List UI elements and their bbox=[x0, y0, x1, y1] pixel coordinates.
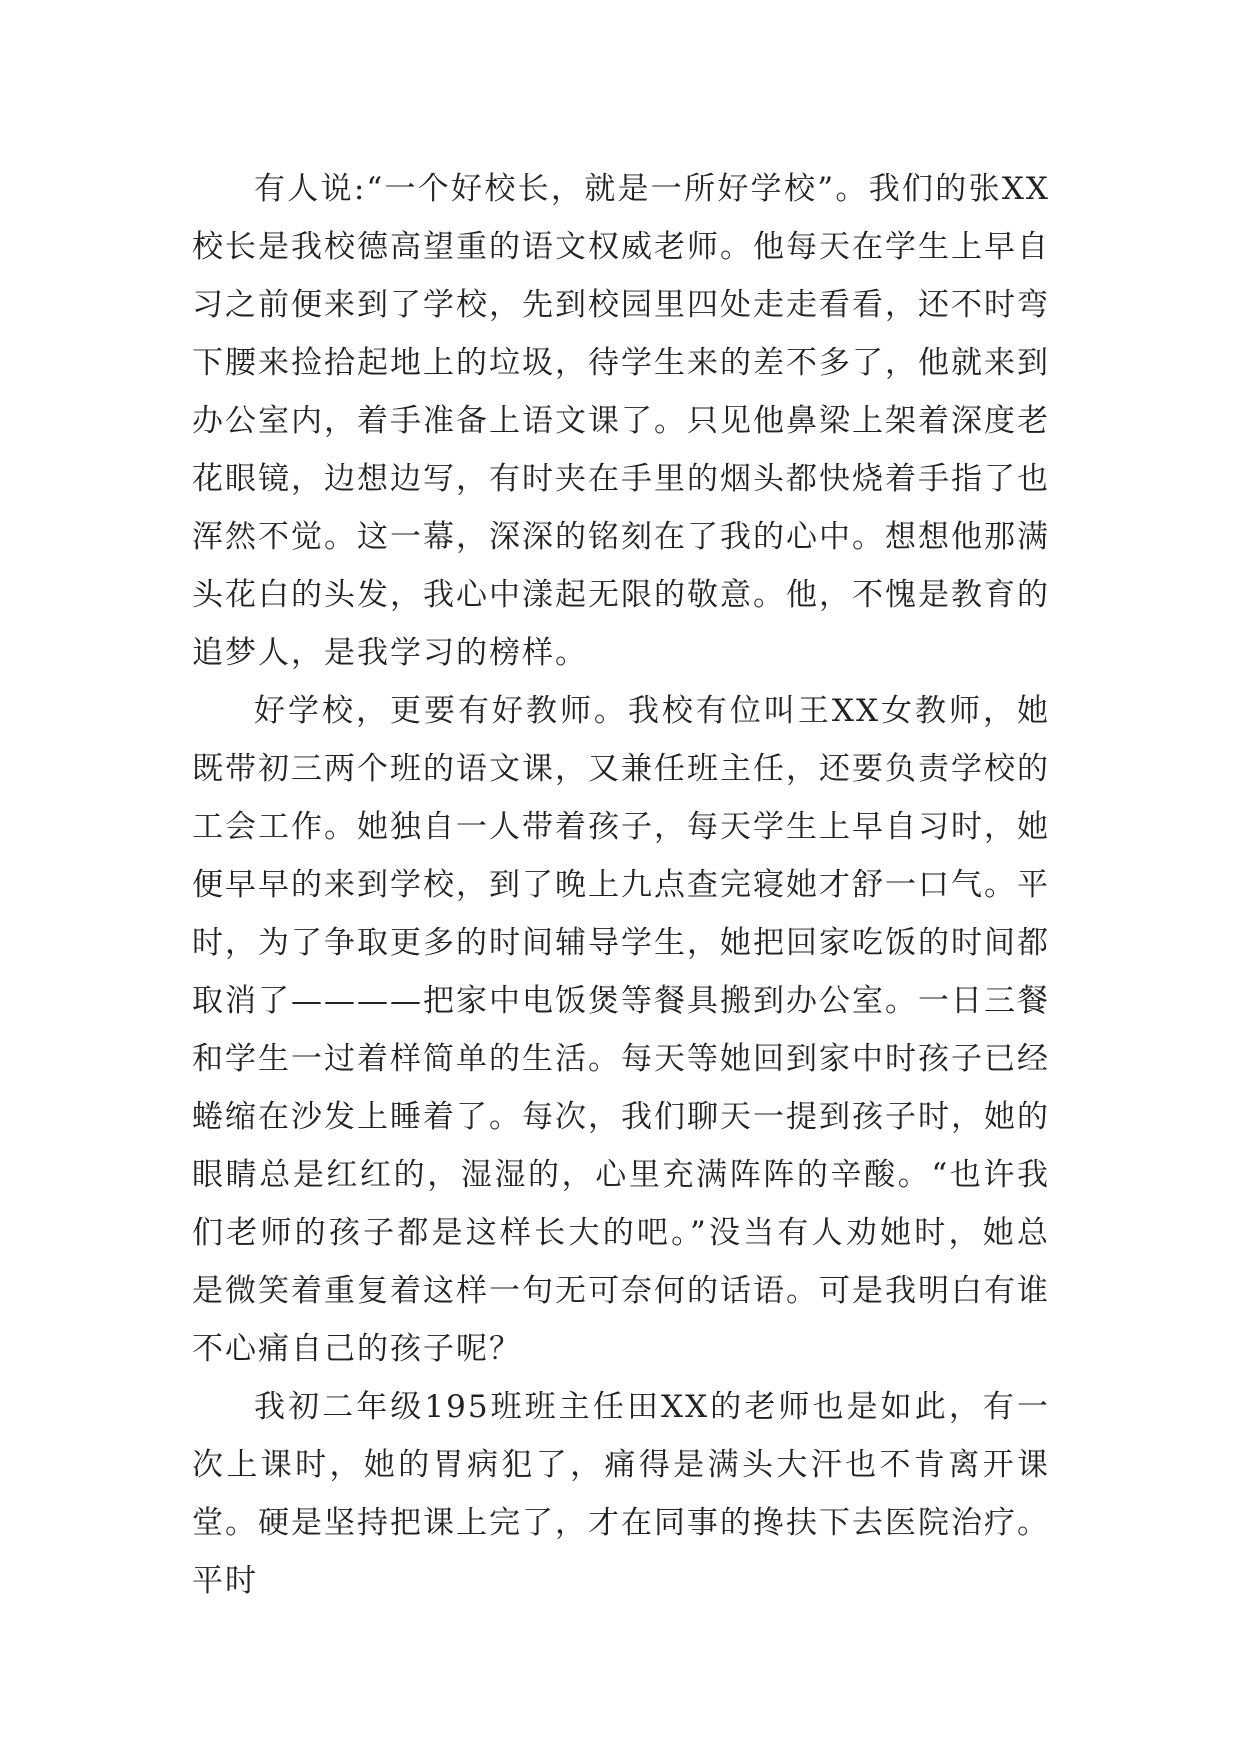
paragraph-principal: 有人说:“一个好校长，就是一所好学校”。我们的张XX校长是我校德高望重的语文权威老师。他每天在学生上早自习之前便来到了学校，先到校园里四处走走看看，还不时弯下腰来捡拾起地上的垃圾，待学生来的差不多了，他就来到办公室内，着手准备上语文课了。只见他鼻梁上架着深度老花眼镜，边想边写，有时夹在手里的烟头都快烧着手指了也浑然不觉。这一幕，深深的铭刻在了我的心中。想想他那满头花白的头发，我心中漾起无限的敬意。他，不愧是教育的追梦人，是我学习的榜样。 bbox=[192, 171, 1050, 671]
document-body bbox=[192, 160, 1050, 1610]
paragraph-teacher-tian: 我初二年级195班班主任田XX的老师也是如此，有一次上课时，她的胃病犯了，痛得是满头大汗也不肯离开课堂。硬是坚持把课上完了，才在同事的搀扶下去医院治疗。平时 bbox=[192, 1389, 1050, 1599]
paragraph-teacher-wang: 好学校，更要有好教师。我校有位叫王XX女教师，她既带初三两个班的语文课，又兼任班主任，还要负责学校的工会工作。她独自一人带着孩子，每天学生上早自习时，她便早早的来到学校，到了晚上九点查完寝她才舒一口气。平时，为了争取更多的时间辅导学生，她把回家吃饭的时间都取消了————把家中电饭煲等餐具搬到办公室。一日三餐和学生一过着样简单的生活。每天等她回到家中时孩子已经蜷缩在沙发上睡着了。每次，我们聊天一提到孩子时，她的眼睛总是红红的，湿湿的，心里充满阵阵的辛酸。“也许我们老师的孩子都是这样长大的吧。”没当有人劝她时，她总是微笑着重复着这样一句无可奈何的话语。可是我明白有谁不心痛自己的孩子呢？ bbox=[192, 693, 1050, 1367]
